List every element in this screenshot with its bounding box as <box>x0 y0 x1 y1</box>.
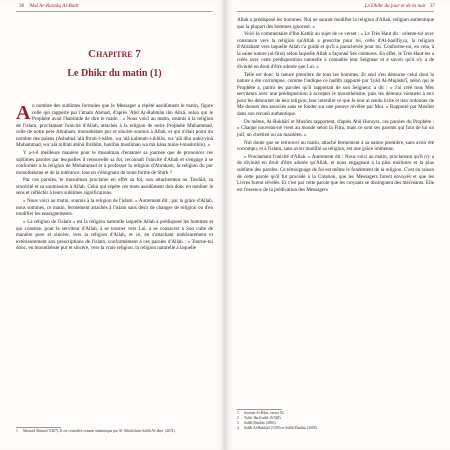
footnote-text: Sourate Ar-Rûm, verset 30. <box>244 411 285 415</box>
right-page <box>225 0 450 450</box>
paragraph: « Proclamant l'unicité d'Allah. » Autrement dit : Nous voici au matin, proclamant qu'il n'y a de divinité en droit d'être adorée qu'Allah, et nous engageant à la plus méritoire et la plus sublime des paroles. Ce témoignage de foi est même le fondement de la religion. C'est en raison de cette parole qu'il fut procédé à la Création, que les Messagers furent envoyés et que les Livres furent révélés. Et c'est par cette parole que les croyants se distinguent des mécréants. Elle est l'essence de la prédication des Messagers <box>237 153 434 193</box>
paragraph <box>16 103 213 149</box>
running-title: 'Abd Ar-Razzâq Al-Badr <box>28 3 79 9</box>
running-title: Le Dhikr du jour et de la nuit <box>364 3 426 9</box>
footnote-rule <box>237 409 282 410</box>
footnote-number: 1 <box>237 411 239 415</box>
drop-cap: A <box>16 102 31 124</box>
header-rule <box>237 11 434 12</box>
paragraph: Y a-t-il meilleure manière pour le musulman d'entamer sa journée que de prononcer ces sublimes paroles par lesquelles il renouvelle sa foi, reconnaît l'unicité d'Allah et s'engage à se conformer à la religion de Muhammad et à professer la religion d'Abraham, la religion du pur monothéisme et de la tolérance, tout en s'éloignant de toute forme de Shirk ? <box>16 150 213 176</box>
right-page-header <box>365 3 438 9</box>
left-page-header <box>16 3 79 9</box>
paragraph: Telle est donc la nature première de tous les hommes. Et seul s'en détourne celui dont la nature a été corrompue, comme l'indique ce hadîth rapporté par 'Iyâd Al-Mujâshi'î, selon qui le Prophète a, parmi les paroles qu'il rapportait de son Seigneur, a dit : « J'ai créé tous Mes serviteurs avec une prédisposition à accepter le monothéisme, puis les démons viennent à eux pour les détourner de leur religion, leur interdire ce que Je leur ai rendu licite et leur ordonner de Me donner des associés sans se fonder sur une preuve révélée par Moi. » Rapporté par Muslim dans son recueil authentique. <box>237 71 434 118</box>
page-number: 36 <box>19 3 25 9</box>
footnote-number: 4 <box>237 425 239 430</box>
footnote-text: Sahîh Muslim (2865). <box>244 420 277 425</box>
footnote-text: Tafsîr Ibn Kathîr (6/328). <box>244 415 282 420</box>
chapter-label: Chapitre 7 <box>88 48 141 60</box>
footnote-text: Sahîh Al-Bukhârî (1359) et Sahîh Muslim (2658). <box>244 425 318 430</box>
paragraph-text: u nombre des sublimes formules que le Messager a répété assidûment le matin, figure celle qui rapporte par l'imam Ahmad, d'après 'Abd Ar-Rahmân ibn Abzâ, selon qui le Prophète avait l'habitude de dire le matin : « Nous voici au matin, soumis à la religion de l'islam, proclamant l'unicité d'Allah, attachés à la religion de notre Prophète Muhammad, celle de notre père Abraham, monothéiste pur et sincère soumis à Allah, et qui n'était point du nombre des païens (Asbahnâ 'alâ fitrati-l-islâm, wa 'alâ kalimati-l-ikhlâs, wa 'alâ dîni nabiyyinâ Muhammad, wa 'alâ millati abînâ Ibrâhîm, hanîfan musliman wa mâ kâna mina-l-mushrikîn). » <box>16 103 213 149</box>
chapter-title: Le Dhikr du matin (1) <box>67 68 162 79</box>
footnote <box>16 429 213 434</box>
footnote-number: 2 <box>237 415 239 420</box>
paragraph: De même, Al-Bukhârî et Muslim rapportent, d'après Abû Hurayra, ces paroles du Prophète : « Chaque nouveau-né vient au monde selon la Fitra, mais ce sont ses parents qui font de lui un juif, un chrétien ou un mazdéen. » <box>237 118 434 138</box>
paragraph: « La religion de l'islam » est la religion naturelle laquelle Allah a prédisposé les hommes et qui consiste, pour le serviteur d'Allah, à se tourner vers Lui, à se consacrer à Son culte de manière pure et sincère, vers la religion d'Allah, et ce, en s'attachant intérieurement et extérieurement aux prescriptions de l'islam, conformément à ces paroles d'Allah : « Tourne-toi donc, en monothéiste pur et sincère, vers la vraie religion, la religion naturelle à laquelle <box>16 219 213 252</box>
right-page-body <box>237 17 434 194</box>
page-number: 37 <box>429 3 435 9</box>
paragraph: « Nous voici au matin, soumis à la religion de l'islam. » Autrement dit : par la grâce d'Allah, nous sommes, ce matin, fermement attachés à l'islam sans désir de changer de religion ou d'en modifier les enseignements. <box>16 198 213 218</box>
footnote-number: 3 <box>237 420 239 425</box>
paragraph: Voici le commentaire d'Ibn Kathîr au sujet de ce verset : « Le Très Haut dit : oriente-toi avec constance vers la religion qu'Allah a prescrite pour toi, celle d'Al-hanîfiyya, la religion d'Abraham vers laquelle Allah t'a guidé et qu'il a parachevée pour toi. Conforme-toi, en cela, à la saine nature (al-fitra) selon laquelle Allah a façonné Ses créatures. En effet, le Très Haut les a créés avec cette prédisposition naturelle à connaître leur Seigneur et à savoir qu'il n'y a de divinité en droit d'être adorée que Lui. » <box>237 31 434 71</box>
header-rule <box>16 11 213 12</box>
footnotes <box>16 429 213 434</box>
footnote <box>237 426 434 431</box>
footnotes <box>237 411 434 431</box>
paragraph: Allah a prédisposé les hommes. Nul ne saurait modifier la religion d'Allah, religion authentique que la plupart des hommes ignorent. » <box>237 17 434 30</box>
paragraph: Nul doute que se retrouver au matin, attaché fermement à sa nature première, sans avoir été corrompu, et à l'islam, sans avoir modifié sa religion, est une grâce immense. <box>237 139 434 153</box>
footnote-text: Musnad Ahmad (3/407). Il est considéré comme authentique par Al-Albânî dans Sahîh Al-Jâmi' (4674). <box>23 429 176 433</box>
left-page-body <box>16 103 213 253</box>
footnote-number: 1 <box>16 429 18 433</box>
footnote-rule <box>16 427 61 428</box>
paragraph: Par ces paroles, le musulman proclame en effet sa foi, son attachement au Tawhîd, sa sincérité et sa soumission à Allah. Celui qui répète ces mots assidûment doit donc en méditer le sens et réfléchir à leurs sublimes significations. <box>16 177 213 197</box>
